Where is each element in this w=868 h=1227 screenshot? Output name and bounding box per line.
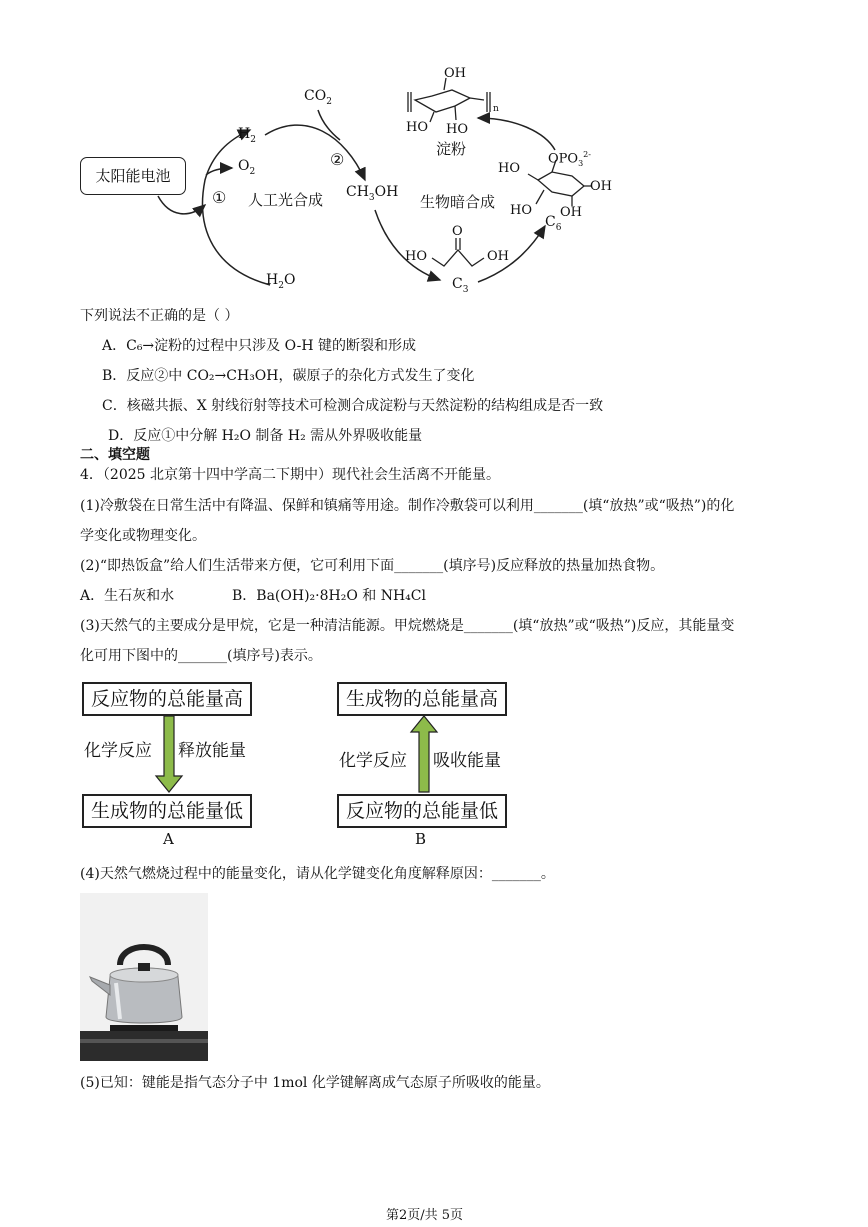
solar-cell-label: 太阳能电池 bbox=[95, 167, 171, 185]
c6-ho2-label: HO bbox=[510, 203, 532, 218]
page-number: 第2页/共 5页 bbox=[386, 1208, 464, 1223]
b-left-label: 化学反应 bbox=[339, 751, 407, 771]
question4-intro: 4．（2025 北京第十四中学高二下期中）现代社会生活离不开能量。 bbox=[80, 467, 500, 483]
kettle-illustration bbox=[80, 893, 208, 1061]
c3-structure bbox=[432, 238, 484, 266]
b-bottom-box: 反应物的总能量低 bbox=[337, 794, 507, 828]
step1-marker: ① bbox=[212, 188, 227, 207]
bio-synthesis-label: 生物暗合成 bbox=[420, 193, 496, 211]
question4-part2-option-b: B．Ba(OH)₂·8H₂O 和 NH₄Cl bbox=[232, 588, 426, 604]
question3-stem: 下列说法不正确的是（ ） bbox=[80, 308, 239, 324]
step1-label: 人工光合成 bbox=[248, 191, 324, 209]
a-label: A bbox=[163, 830, 174, 848]
starch-ho-right: HO bbox=[446, 122, 468, 137]
c6-ho1-label: HO bbox=[498, 161, 520, 176]
reaction-arrows bbox=[0, 0, 868, 300]
section-heading: 二、填空题 bbox=[80, 447, 150, 463]
a-left-label: 化学反应 bbox=[84, 741, 152, 761]
starch-oh-top: OH bbox=[444, 66, 466, 81]
o2-arrow bbox=[206, 168, 232, 175]
c3-o-label: O bbox=[452, 224, 463, 239]
b-top-box: 生成物的总能量高 bbox=[337, 682, 507, 716]
question3-option-d: D．反应①中分解 H₂O 制备 H₂ 需从外界吸收能量 bbox=[108, 428, 423, 444]
question3-option-a: A．C₆→淀粉的过程中只涉及 O-H 键的断裂和形成 bbox=[102, 338, 416, 354]
starch-structure bbox=[408, 78, 490, 122]
c6-to-starch-arc bbox=[478, 118, 555, 150]
h2-to-methanol-arc bbox=[265, 125, 365, 180]
c3-oh-label: OH bbox=[487, 249, 509, 264]
starch-ho-left: HO bbox=[406, 120, 428, 135]
co2-label: $CO_2$ bbox=[304, 88, 332, 107]
question4-part3-line1: (3)天然气的主要成分是甲烷，它是一种清洁能源。甲烷燃烧是_______(填“放热”或“吸热”)反应，其能量变 bbox=[80, 618, 735, 634]
reaction-diagram bbox=[0, 0, 868, 300]
starch-n: n bbox=[493, 104, 499, 114]
h2-label: $H_2$ bbox=[238, 126, 256, 145]
c6-opo3-label: $OPO_3^{2-}$ bbox=[548, 150, 591, 168]
c6-label: $C_6$ bbox=[545, 214, 562, 233]
question4-part2-option-a: A．生石灰和水 bbox=[80, 588, 175, 604]
starch-label: 淀粉 bbox=[436, 140, 467, 158]
c6-oh1-label: OH bbox=[590, 179, 612, 194]
methanol-to-c3-arc bbox=[375, 210, 440, 280]
energy-diagram-b bbox=[335, 680, 515, 850]
c6-oh2-label: OH bbox=[560, 205, 582, 220]
energy-diagram-a bbox=[80, 680, 260, 850]
solar-to-cycle-arrow bbox=[158, 196, 205, 214]
c3-ho-label: HO bbox=[405, 249, 427, 264]
b-right-label: 吸收能量 bbox=[433, 751, 501, 771]
b-label: B bbox=[415, 830, 427, 848]
question3-option-c: C．核磁共振、X 射线衍射等技术可检测合成淀粉与天然淀粉的结构组成是否一致 bbox=[102, 398, 604, 414]
a-bottom-box: 生成物的总能量低 bbox=[82, 794, 252, 828]
kettle-photo bbox=[80, 893, 208, 1061]
question4-part2: (2)“即热饭盒”给人们生活带来方便，它可利用下面_______(填序号)反应释放的热量加热食物。 bbox=[80, 558, 665, 574]
water-label: $H_2O$ bbox=[266, 272, 296, 291]
question4-part1-line2: 学变化或物理变化。 bbox=[80, 528, 206, 544]
c3-label: $C_3$ bbox=[452, 276, 469, 295]
question4-part3-line2: 化可用下图中的_______(填序号)表示。 bbox=[80, 648, 322, 664]
question4-part4: (4)天然气燃烧过程中的能量变化，请从化学键变化角度解释原因：_______。 bbox=[80, 866, 555, 882]
a-right-label: 释放能量 bbox=[178, 741, 246, 761]
question3-option-b: B．反应②中 CO₂→CH₃OH，碳原子的杂化方式发生了变化 bbox=[102, 368, 475, 384]
question4-part5: (5)已知：键能是指气态分子中 1mol 化学键解离成气态原子所吸收的能量。 bbox=[80, 1075, 550, 1091]
a-top-box: 反应物的总能量高 bbox=[82, 682, 252, 716]
question4-part1-line1: (1)冷敷袋在日常生活中有降温、保鲜和镇痛等用途。制作冷敷袋可以利用_______(填“放热”或“吸热”)的化 bbox=[80, 498, 735, 514]
step2-marker: ② bbox=[330, 150, 345, 169]
methanol-label: $CH_3OH$ bbox=[346, 184, 399, 203]
o2-label: $O_2$ bbox=[238, 158, 256, 177]
